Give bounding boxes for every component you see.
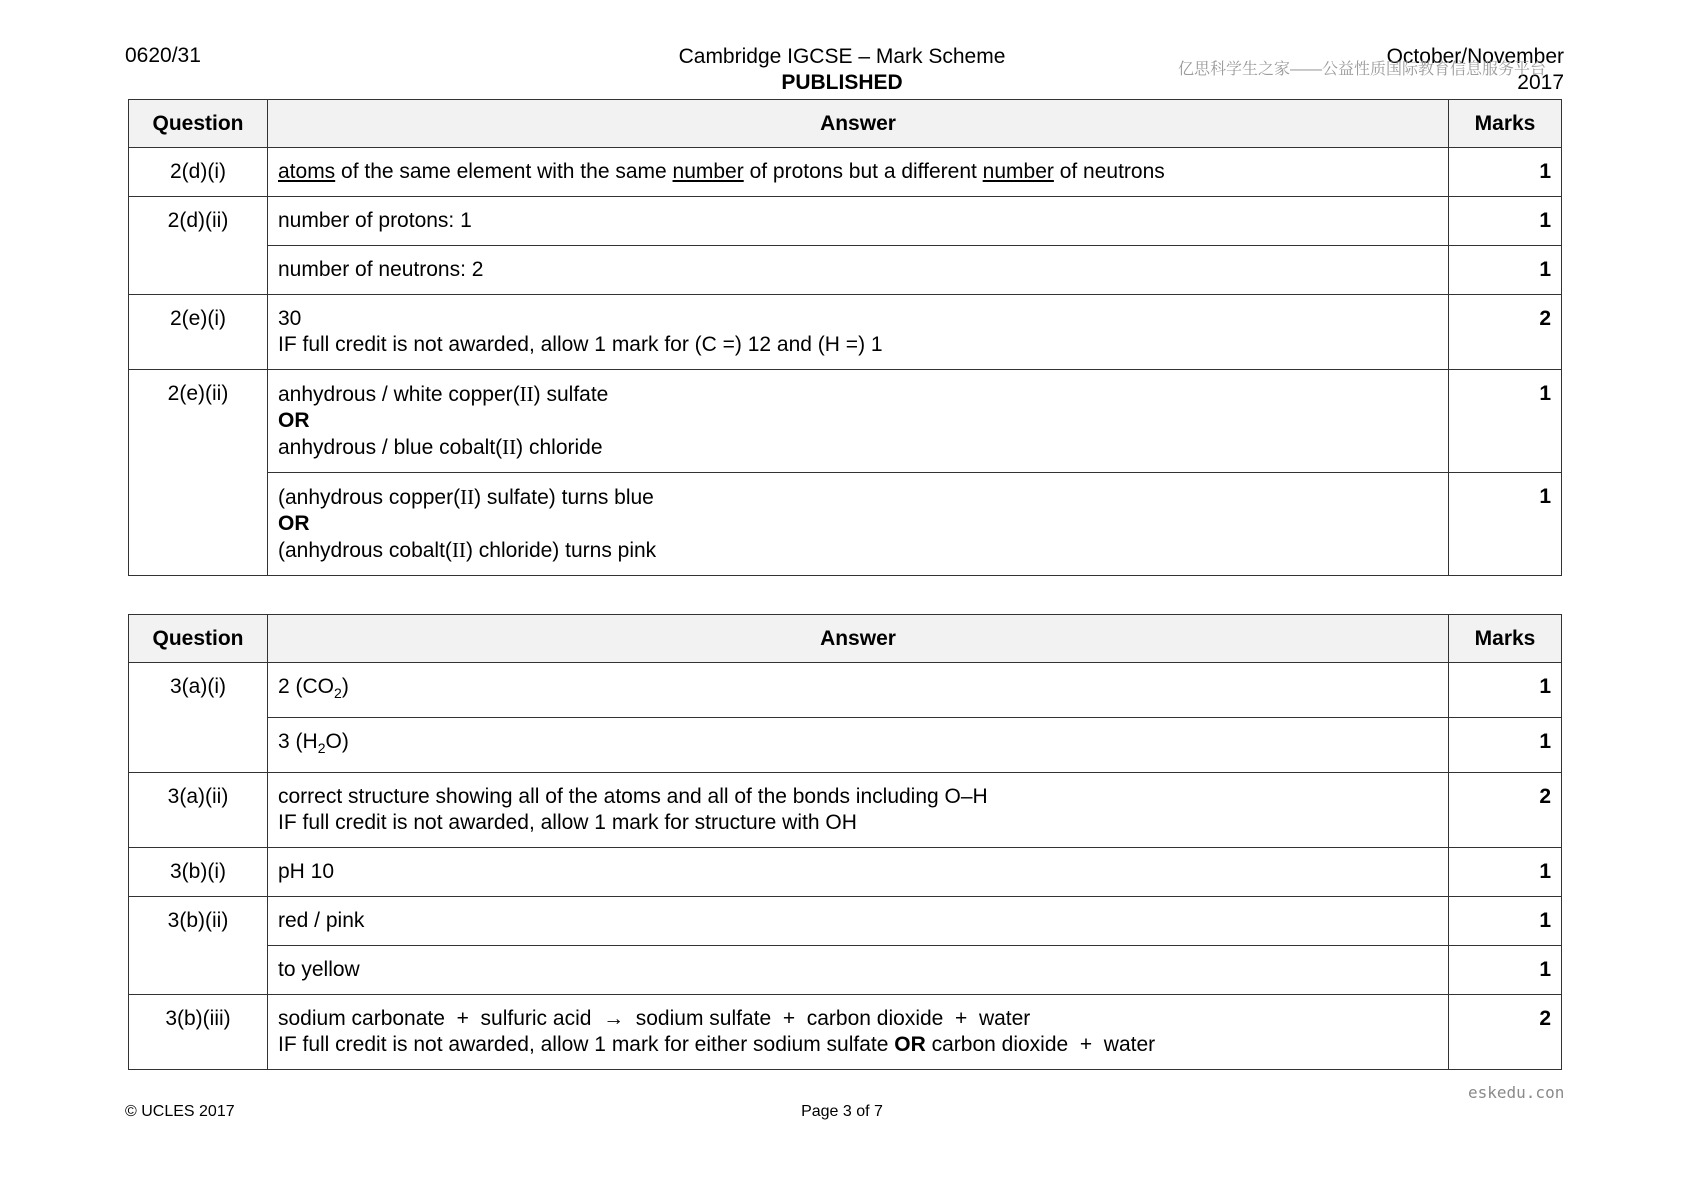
subscript: 2 [317,740,326,757]
question-cell: 2(d)(ii) [129,197,268,295]
subscript: 2 [334,685,342,702]
answer-cell [268,663,1449,718]
roman-numeral: II [451,538,466,562]
answer-text: 3 (H [278,730,318,754]
copyright-notice: © UCLES 2017 [125,1103,235,1120]
answer-text: of protons but a different [743,160,983,183]
answer-text: anhydrous / blue cobalt( [278,436,503,459]
table-row [129,197,1562,246]
marks-cell: 1 [1449,848,1562,897]
marks-header: Marks [1449,100,1562,148]
underlined-keyword: atoms [278,160,336,183]
question-cell: 3(b)(ii) [129,897,268,995]
site-watermark: eskedu.con [1468,1083,1565,1102]
answer-header: Answer [268,615,1449,663]
answer-text: of neutrons [1053,160,1165,183]
session-label: October/November [1386,45,1564,68]
question-cell: 2(e)(i) [129,295,268,370]
question-cell: 2(e)(ii) [129,370,268,576]
answer-cell: pH 10 [268,848,1449,897]
marks-cell: 1 [1449,246,1562,295]
marks-cell: 2 [1449,773,1562,848]
answer-cell: number of protons: 1 [268,197,1449,246]
roman-numeral: II [502,435,517,459]
answer-cell: red / pink [268,897,1449,946]
or-keyword: OR [894,1033,926,1057]
marks-cell: 1 [1449,473,1562,576]
answer-cell [268,370,1449,473]
table-row [129,848,1562,897]
answer-text: anhydrous / white copper( [278,383,520,406]
answer-text: ) sulfate [533,383,609,406]
marks-cell: 2 [1449,295,1562,370]
answer-text: ) [341,675,349,698]
watermark-text: 亿思科学生之家——公益性质国际教育信息服务平台 [1178,61,1547,78]
marks-cell: 1 [1449,946,1562,995]
mark-scheme-table-q3 [128,614,1562,1070]
answer-text: IF full credit is not awarded, allow 1 mark for either sodium sulfate [278,1033,895,1057]
answer-text: 2 (CO [278,675,335,698]
answer-cell [268,995,1449,1070]
table-row [129,295,1562,370]
answer-text: ) chloride) turns pink [465,539,657,562]
question-cell: 3(b)(i) [129,848,268,897]
answer-text: carbon dioxide + water [925,1033,1156,1057]
published-label: PUBLISHED [781,71,903,94]
answer-line: correct structure showing all of the atoms and all of the bonds including O–H [278,785,988,809]
answer-cell [268,718,1449,773]
answer-text: (anhydrous cobalt( [278,539,452,562]
underlined-keyword: number [672,160,744,183]
question-cell: 3(a)(i) [129,663,268,773]
or-keyword: OR [278,512,310,535]
or-keyword: OR [278,409,310,432]
answer-line: sodium carbonate + sulfuric acid → sodium sulfate + carbon dioxide + water [278,1007,1031,1031]
question-cell: 3(a)(ii) [129,773,268,848]
marks-header: Marks [1449,615,1562,663]
question-header: Question [129,100,268,148]
marks-cell: 1 [1449,148,1562,197]
table-row [129,718,1562,773]
answer-text: O) [325,730,349,754]
question-header: Question [129,615,268,663]
page-number: Page 3 of 7 [801,1103,883,1120]
answer-cell [268,773,1449,848]
answer-text: (anhydrous copper( [278,486,461,509]
answer-line: IF full credit is not awarded, allow 1 mark for structure with OH [278,811,857,835]
marks-cell: 1 [1449,370,1562,473]
marks-cell: 1 [1449,718,1562,773]
answer-line: 30 [278,307,302,330]
table-row [129,148,1562,197]
answer-cell [268,473,1449,576]
roman-numeral: II [519,382,534,406]
answer-text: of the same element with the same [335,160,673,183]
answer-line: IF full credit is not awarded, allow 1 mark for (C =) 12 and (H =) 1 [278,333,883,356]
table-row [129,773,1562,848]
paper-code: 0620/31 [125,44,201,67]
answer-header: Answer [268,100,1449,148]
document-title: Cambridge IGCSE – Mark Scheme [678,45,1006,68]
roman-numeral: II [460,485,475,509]
answer-line [278,381,1438,408]
table-row [129,995,1562,1070]
table-row [129,897,1562,946]
answer-cell: number of neutrons: 2 [268,246,1449,295]
marks-cell: 1 [1449,897,1562,946]
answer-cell: to yellow [268,946,1449,995]
answer-cell [268,295,1449,370]
table-header-row [129,100,1562,148]
answer-text: ) chloride [516,436,603,459]
answer-cell [268,148,1449,197]
answer-line [278,484,1438,511]
question-cell: 2(d)(i) [129,148,268,197]
answer-line [278,1032,1438,1058]
table-row [129,946,1562,995]
marks-cell: 1 [1449,197,1562,246]
table-header-row [129,615,1562,663]
table-row [129,663,1562,718]
table-row [129,473,1562,576]
question-cell: 3(b)(iii) [129,995,268,1070]
marks-cell: 1 [1449,663,1562,718]
table-row [129,246,1562,295]
table-row [129,370,1562,473]
session-year: 2017 [1517,71,1564,94]
answer-line [278,537,1438,564]
mark-scheme-table-q2 [128,99,1562,576]
marks-cell: 2 [1449,995,1562,1070]
answer-line [278,434,1438,461]
underlined-keyword: number [982,160,1054,183]
answer-text: ) sulfate) turns blue [474,486,654,509]
